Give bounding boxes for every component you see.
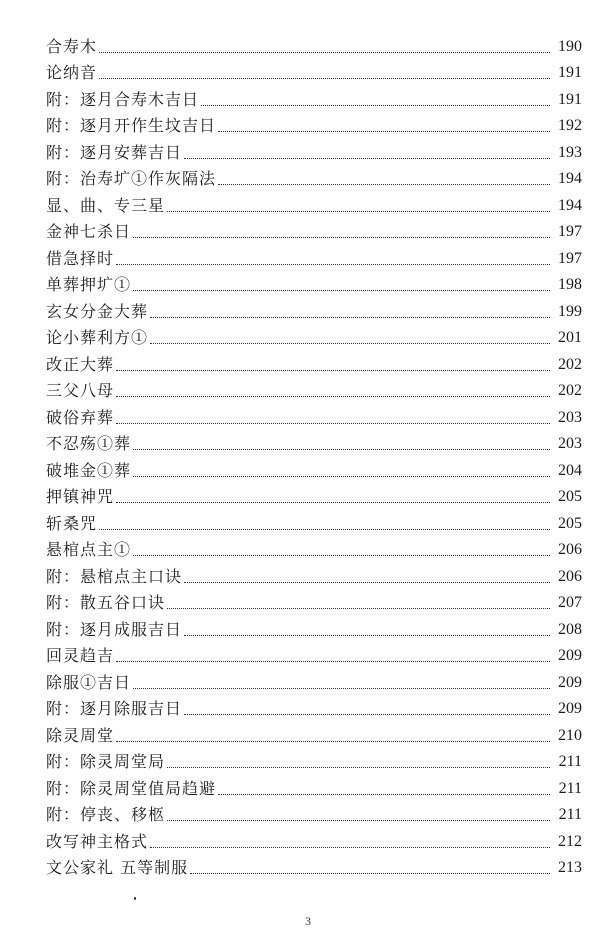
toc-entry-page-number: 193 [558,143,582,161]
toc-dot-leader [167,766,550,768]
toc-dot-leader [167,210,550,212]
toc-entry-page-number: 209 [558,700,582,717]
toc-entry-page-number: 210 [558,726,582,744]
toc-entry-title: 三父八母 [46,381,115,400]
page-number: 3 [305,914,311,928]
toc-entry-title: 单葬押圹① [46,275,132,294]
toc-entry [46,613,582,640]
toc-dot-leader [184,581,550,583]
toc-entry [46,375,582,402]
toc-entry-page-number: 202 [558,355,582,373]
toc-dot-leader [99,51,550,53]
toc-entry [46,640,582,667]
toc-entry-title: 论纳音 [46,63,98,82]
table-of-contents [46,30,582,878]
toc-entry [46,772,582,799]
toc-entry-title: 附：逐月开作生坟吉日 [46,116,217,135]
toc-entry-title: 不忍殇①葬 [46,434,132,453]
toc-entry [46,83,582,110]
toc-entry-page-number: 202 [558,382,582,399]
toc-entry-title: 押镇神咒 [46,487,115,506]
toc-entry [46,454,582,481]
toc-entry [46,666,582,693]
toc-entry-page-number: 198 [558,276,582,293]
toc-entry-page-number: 209 [558,673,582,691]
toc-dot-leader [150,342,550,344]
toc-entry-title: 附：治寿圹①作灰隔法 [46,169,217,188]
toc-entry-page-number: 197 [558,223,582,240]
toc-entry-page-number: 205 [558,514,582,532]
toc-entry [46,322,582,349]
toc-entry-page-number: 192 [558,117,582,134]
toc-entry [46,428,582,455]
toc-entry [46,30,582,57]
toc-entry-title: 附：除灵周堂局 [46,752,166,771]
toc-entry-page-number: 206 [558,541,582,558]
toc-entry-title: 附：停丧、移柩 [46,805,166,824]
toc-dot-leader [218,183,550,185]
toc-dot-leader [116,740,550,742]
toc-entry-page-number: 212 [558,832,582,850]
toc-entry-title: 玄女分金大葬 [46,301,149,321]
toc-dot-leader [116,660,550,662]
toc-dot-leader [133,687,550,689]
toc-dot-leader [116,501,550,503]
toc-entry-page-number: 208 [558,620,582,638]
toc-dot-leader [150,846,550,848]
toc-entry-title: 改正大葬 [46,354,115,374]
toc-entry [46,401,582,428]
toc-entry [46,507,582,534]
toc-entry-title: 附：逐月安葬吉日 [46,142,183,162]
toc-dot-leader [150,316,550,318]
toc-entry-page-number: 199 [558,302,582,320]
toc-entry-title: 除服①吉日 [46,672,132,692]
toc-dot-leader [184,157,550,159]
toc-dot-leader [116,395,550,397]
toc-entry-title: 附：悬棺点主口诀 [46,566,183,586]
toc-dot-leader [190,872,550,874]
toc-entry-title: 附：除灵周堂值局趋避 [46,778,217,798]
toc-entry [46,348,582,375]
toc-entry-page-number: 211 [558,806,582,823]
toc-entry-title: 破俗弃葬 [46,407,115,427]
toc-dot-leader [184,634,550,636]
toc-entry [46,481,582,508]
toc-entry-page-number: 207 [558,594,582,611]
toc-entry [46,163,582,190]
toc-entry-title: 文公家礼 五等制服 [46,858,189,877]
toc-entry-title: 破堆金①葬 [46,460,132,480]
toc-entry-title: 附：逐月成服吉日 [46,619,183,639]
toc-dot-leader [133,448,550,450]
toc-entry [46,693,582,720]
toc-dot-leader [116,369,550,371]
toc-entry [46,216,582,243]
toc-entry-title: 悬棺点主① [46,540,132,559]
toc-entry [46,534,582,561]
toc-entry-title: 附：逐月合寿木吉日 [46,89,200,109]
toc-entry-page-number: 206 [558,567,582,585]
toc-dot-leader [133,236,550,238]
toc-entry-title: 金神七杀日 [46,222,132,241]
toc-entry-title: 附：逐月除服吉日 [46,699,183,718]
toc-entry-page-number: 209 [558,647,582,664]
toc-entry-page-number: 204 [558,461,582,479]
toc-entry [46,57,582,84]
toc-entry [46,719,582,746]
toc-entry-title: 斩桑咒 [46,513,98,533]
toc-entry-page-number: 194 [558,170,582,187]
toc-entry-title: 回灵趋吉 [46,646,115,665]
toc-entry [46,799,582,826]
toc-entry-title: 合寿木 [46,36,98,56]
toc-entry-title: 显、曲、专三星 [46,195,166,215]
toc-dot-leader [184,713,550,715]
toc-entry [46,852,582,879]
toc-entry-page-number: 211 [558,753,582,770]
toc-entry-title: 论小葬利方① [46,328,149,347]
toc-entry-page-number: 213 [558,859,582,876]
toc-entry-page-number: 203 [558,408,582,426]
print-speck [134,897,136,900]
toc-entry [46,746,582,773]
toc-entry-page-number: 194 [558,196,582,214]
toc-entry-title: 附：散五谷口诀 [46,593,166,612]
toc-entry [46,269,582,296]
toc-dot-leader [167,819,550,821]
toc-dot-leader [133,289,550,291]
toc-entry-page-number: 197 [558,249,582,267]
toc-dot-leader [99,528,550,530]
toc-dot-leader [167,607,550,609]
toc-entry-page-number: 191 [558,90,582,108]
toc-dot-leader [116,422,550,424]
toc-entry-page-number: 190 [558,37,582,55]
toc-entry [46,587,582,614]
toc-entry-page-number: 205 [558,488,582,505]
toc-entry-page-number: 201 [558,329,582,346]
toc-entry [46,189,582,216]
toc-entry [46,136,582,163]
toc-entry-title: 除灵周堂 [46,725,115,745]
toc-entry [46,110,582,137]
toc-entry-title: 改写神主格式 [46,831,149,851]
toc-dot-leader [201,104,550,106]
toc-dot-leader [116,263,550,265]
toc-entry-title: 借急择时 [46,248,115,268]
toc-entry-page-number: 191 [558,64,582,81]
toc-entry-page-number: 203 [558,435,582,452]
toc-dot-leader [133,554,550,556]
toc-entry [46,242,582,269]
toc-entry [46,560,582,587]
toc-dot-leader [133,475,550,477]
toc-dot-leader [99,77,550,79]
toc-entry-page-number: 211 [558,779,582,797]
toc-entry [46,825,582,852]
toc-dot-leader [218,793,550,795]
toc-entry [46,295,582,322]
toc-dot-leader [218,130,550,132]
